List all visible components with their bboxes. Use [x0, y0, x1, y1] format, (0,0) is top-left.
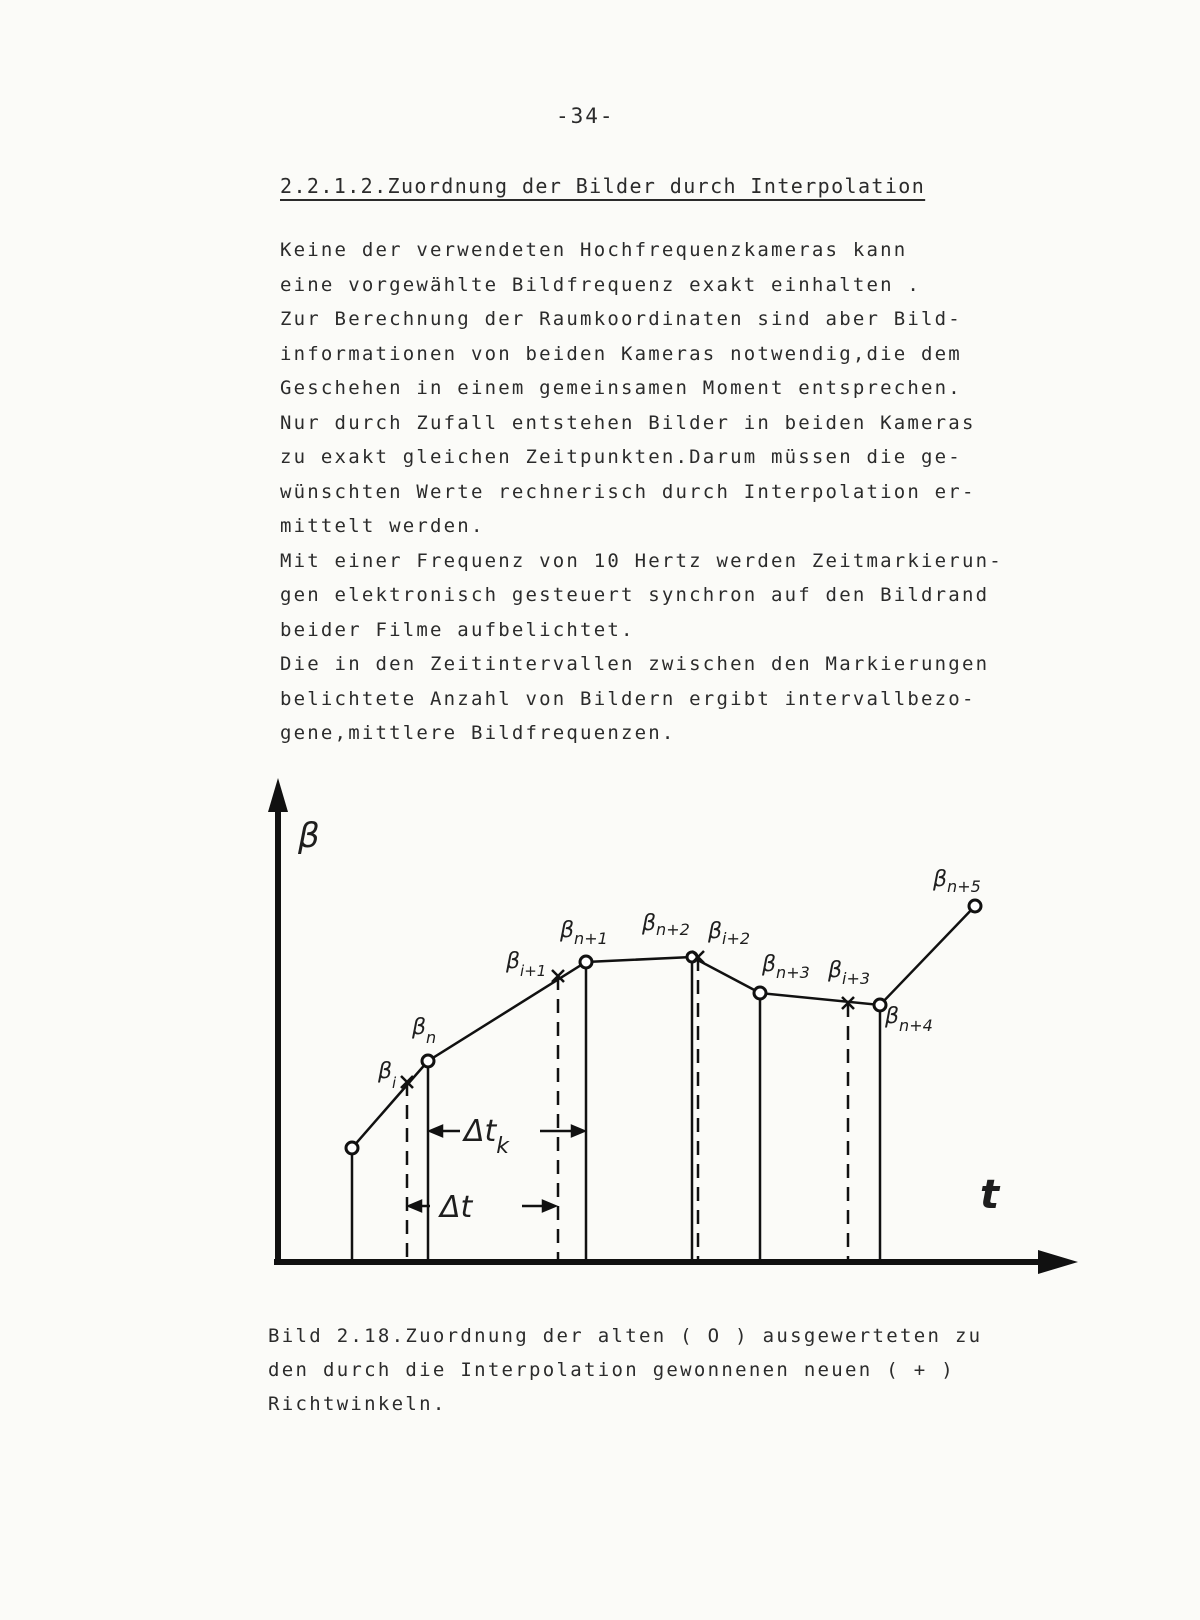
- delta-tk-label: $\Delta t_k$: [464, 1114, 510, 1159]
- label-beta-i: $\beta_i$: [378, 1059, 397, 1092]
- paragraph-line: gene,mittlere Bildfrequenzen.: [280, 722, 676, 744]
- delta-t-marker: [409, 1201, 555, 1211]
- paragraph-line: beider Filme aufbelichtet.: [280, 618, 635, 641]
- label-beta-n: $\beta_n$: [412, 1015, 437, 1047]
- section-heading: 2.2.1.2.Zuordnung der Bilder durch Interpolation: [280, 174, 926, 198]
- paragraph-line: mittelt werden.: [280, 515, 485, 537]
- paragraph-line: zu exakt gleichen Zeitpunkten.Darum müssen die ge-: [280, 446, 962, 468]
- label-beta-n-plus-1: $\beta_{n+1}$: [560, 918, 608, 948]
- paragraph-line: eine vorgewählte Bildfrequenz exakt einhalten .: [280, 273, 922, 296]
- figure-caption: [268, 1325, 982, 1427]
- interpolation-diagram: [0, 770, 1200, 1290]
- body-paragraph: [280, 239, 1040, 757]
- paragraph-line: Die in den Zeitintervallen zwischen den Markierungen: [280, 653, 990, 675]
- label-beta-n-plus-3: $\beta_{n+3}$: [762, 952, 810, 982]
- label-beta-i-plus-1: $\beta_{i+1}$: [506, 949, 547, 980]
- label-beta-n-plus-2: $\beta_{n+2}$: [642, 911, 690, 939]
- y-axis-label: β: [298, 816, 320, 856]
- label-beta-i-plus-2: $\beta_{i+2}$: [708, 919, 751, 948]
- paragraph-line: wünschten Werte rechnerisch durch Interpolation er-: [280, 480, 976, 503]
- paragraph-line: Nur durch Zufall entstehen Bilder in beiden Kameras: [280, 411, 976, 434]
- delta-t-label: Δt: [440, 1190, 473, 1225]
- interpolated-point-verticals: [407, 957, 848, 1262]
- paragraph-line: belichtete Anzahl von Bildern ergibt intervallbezo-: [280, 687, 976, 710]
- caption-line: Bild 2.18.Zuordnung der alten ( O ) ausgewerteten zu: [268, 1325, 983, 1347]
- paragraph-line: Zur Berechnung der Raumkoordinaten sind aber Bild-: [280, 308, 962, 330]
- x-axis-label: t: [980, 1172, 1000, 1218]
- paragraph-line: informationen von beiden Kameras notwendig,die dem: [280, 342, 962, 365]
- x-axis: [274, 1250, 1078, 1274]
- old-point-verticals: [352, 957, 880, 1262]
- y-axis: [268, 778, 288, 1262]
- page-number: -34-: [556, 104, 615, 128]
- caption-line: Richtwinkeln.: [268, 1393, 447, 1415]
- paragraph-line: gen elektronisch gesteuert synchron auf den Bildrand: [280, 584, 990, 606]
- paragraph-line: Mit einer Frequenz von 10 Hertz werden Zeitmarkierun-: [280, 549, 1003, 572]
- label-beta-n-plus-5: $\beta_{n+5}$: [933, 867, 981, 896]
- label-beta-n-plus-4: $\beta_{n+4}$: [885, 1004, 933, 1035]
- angle-curve: [352, 906, 975, 1148]
- label-beta-i-plus-3: $\beta_{i+3}$: [828, 958, 871, 988]
- caption-line: den durch die Interpolation gewonnenen neuen ( + ): [268, 1359, 955, 1381]
- paragraph-line: Keine der verwendeten Hochfrequenzkameras kann: [280, 239, 908, 261]
- paragraph-line: Geschehen in einem gemeinsamen Moment entsprechen.: [280, 377, 962, 399]
